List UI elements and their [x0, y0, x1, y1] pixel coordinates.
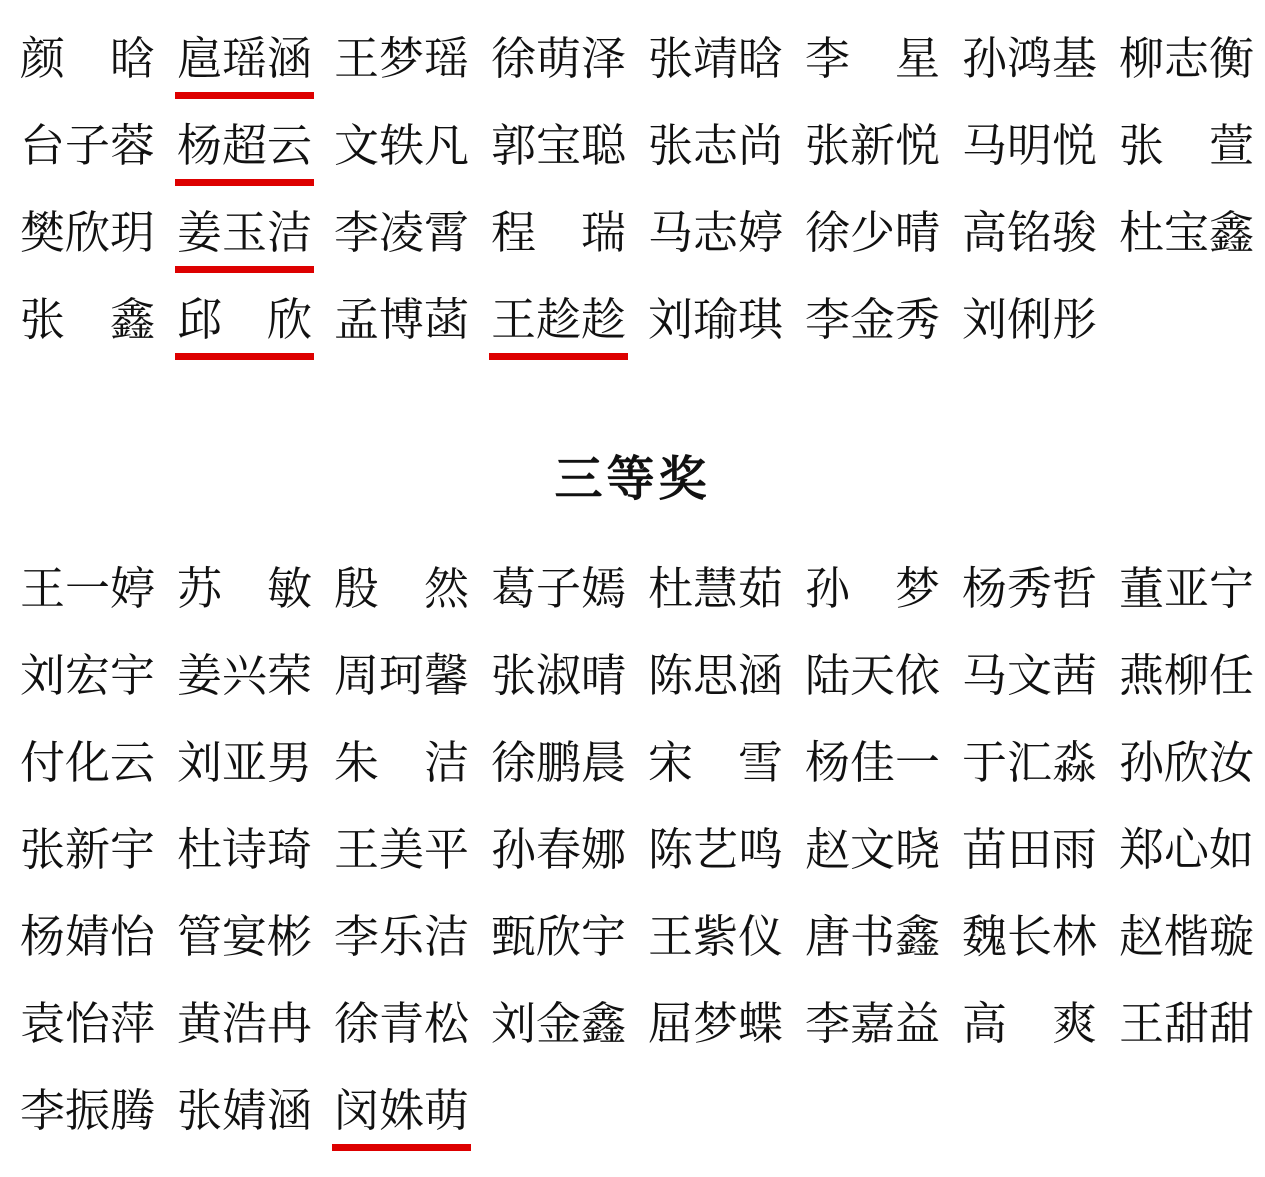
name-item: 李星 — [805, 34, 940, 84]
name-item: 徐青松 — [334, 999, 470, 1049]
name-item: 姜兴荣 — [177, 651, 313, 701]
name-item: 刘俐彤 — [962, 295, 1098, 345]
section-heading-third-prize: 三等奖 — [554, 453, 711, 506]
name-item: 刘亚男 — [177, 738, 313, 788]
name-row — [20, 1068, 1265, 1155]
name-item: 刘宏宇 — [20, 651, 156, 701]
name-item: 杜慧茹 — [648, 564, 784, 614]
prize-section-continued — [20, 16, 1265, 364]
name-row — [20, 277, 1265, 364]
name-item: 马志婷 — [648, 208, 784, 258]
name-item: 张志尚 — [648, 121, 784, 171]
name-row — [20, 633, 1265, 720]
name-item: 颜晗 — [20, 34, 155, 84]
name-item: 苏敏 — [177, 564, 312, 614]
name-item: 王美平 — [334, 825, 470, 875]
name-item: 杜诗琦 — [177, 825, 313, 875]
name-item: 孙欣汝 — [1119, 738, 1255, 788]
name-item: 高铭骏 — [962, 208, 1098, 258]
name-item: 殷然 — [334, 564, 469, 614]
third-prize-section — [20, 453, 1265, 1155]
name-item: 于汇淼 — [962, 738, 1098, 788]
name-item: 柳志衡 — [1119, 34, 1255, 84]
name-row — [20, 720, 1265, 807]
name-item: 朱洁 — [334, 738, 469, 788]
name-item: 魏长林 — [962, 912, 1098, 962]
name-item: 徐少晴 — [805, 208, 941, 258]
name-item: 杨婧怡 — [20, 912, 156, 962]
name-item: 文轶凡 — [334, 121, 470, 171]
name-item: 徐鹏晨 — [491, 738, 627, 788]
name-item: 苗田雨 — [962, 825, 1098, 875]
name-item: 李乐洁 — [334, 912, 470, 962]
name-row — [20, 103, 1265, 190]
name-item: 黄浩冉 — [177, 999, 313, 1049]
name-item: 孟博菡 — [334, 295, 470, 345]
name-item: 王一婷 — [20, 564, 156, 614]
name-item: 王甜甜 — [1119, 999, 1255, 1049]
name-item: 葛子嫣 — [491, 564, 627, 614]
name-item: 张新宇 — [20, 825, 156, 875]
name-row — [20, 981, 1265, 1068]
name-item: 徐萌泽 — [491, 34, 627, 84]
name-item: 燕柳任 — [1119, 651, 1255, 701]
name-item: 程瑞 — [491, 208, 626, 258]
name-item: 陆天依 — [805, 651, 941, 701]
name-item: 孙春娜 — [491, 825, 627, 875]
name-item: 樊欣玥 — [20, 208, 156, 258]
name-item: 李振腾 — [20, 1086, 156, 1136]
name-item: 王梦瑶 — [334, 34, 470, 84]
name-item: 赵楷璇 — [1119, 912, 1255, 962]
name-item-underlined: 扈瑶涵 — [177, 34, 313, 84]
name-item: 刘瑜琪 — [648, 295, 784, 345]
name-item: 张萱 — [1119, 121, 1254, 171]
name-item: 李嘉益 — [805, 999, 941, 1049]
name-item: 张新悦 — [805, 121, 941, 171]
name-item: 台子蓉 — [20, 121, 156, 171]
name-item: 陈思涵 — [648, 651, 784, 701]
name-grid — [20, 546, 1265, 1155]
name-item: 张鑫 — [20, 295, 155, 345]
name-item: 陈艺鸣 — [648, 825, 784, 875]
name-item: 郑心如 — [1119, 825, 1255, 875]
name-item: 管宴彬 — [177, 912, 313, 962]
name-row — [20, 16, 1265, 103]
name-item: 马文茜 — [962, 651, 1098, 701]
name-item: 唐书鑫 — [805, 912, 941, 962]
name-item: 马明悦 — [962, 121, 1098, 171]
name-row — [20, 190, 1265, 277]
name-item-underlined: 姜玉洁 — [177, 208, 313, 258]
name-row — [20, 807, 1265, 894]
name-item: 刘金鑫 — [491, 999, 627, 1049]
name-item-underlined: 邱欣 — [177, 295, 312, 345]
name-item: 杜宝鑫 — [1119, 208, 1255, 258]
name-item: 孙梦 — [805, 564, 940, 614]
name-item: 张靖晗 — [648, 34, 784, 84]
name-item: 宋雪 — [648, 738, 783, 788]
name-item-underlined: 闵姝萌 — [334, 1086, 470, 1136]
name-item: 杨秀哲 — [962, 564, 1098, 614]
name-item: 李凌霄 — [334, 208, 470, 258]
name-grid — [20, 16, 1265, 364]
name-item: 张淑晴 — [491, 651, 627, 701]
name-item: 张婧涵 — [177, 1086, 313, 1136]
name-item: 王紫仪 — [648, 912, 784, 962]
name-item-underlined: 杨超云 — [177, 121, 313, 171]
name-item: 周珂馨 — [334, 651, 470, 701]
name-item-underlined: 王趁趁 — [491, 295, 627, 345]
name-item: 付化云 — [20, 738, 156, 788]
name-item: 高爽 — [962, 999, 1097, 1049]
name-item: 董亚宁 — [1119, 564, 1255, 614]
name-item: 郭宝聪 — [491, 121, 627, 171]
name-row — [20, 546, 1265, 633]
name-item: 屈梦蝶 — [648, 999, 784, 1049]
name-item: 甄欣宇 — [491, 912, 627, 962]
name-item: 杨佳一 — [805, 738, 941, 788]
name-item: 李金秀 — [805, 295, 941, 345]
name-item: 袁怡萍 — [20, 999, 156, 1049]
name-row — [20, 894, 1265, 981]
name-item: 赵文晓 — [805, 825, 941, 875]
name-item: 孙鸿基 — [962, 34, 1098, 84]
